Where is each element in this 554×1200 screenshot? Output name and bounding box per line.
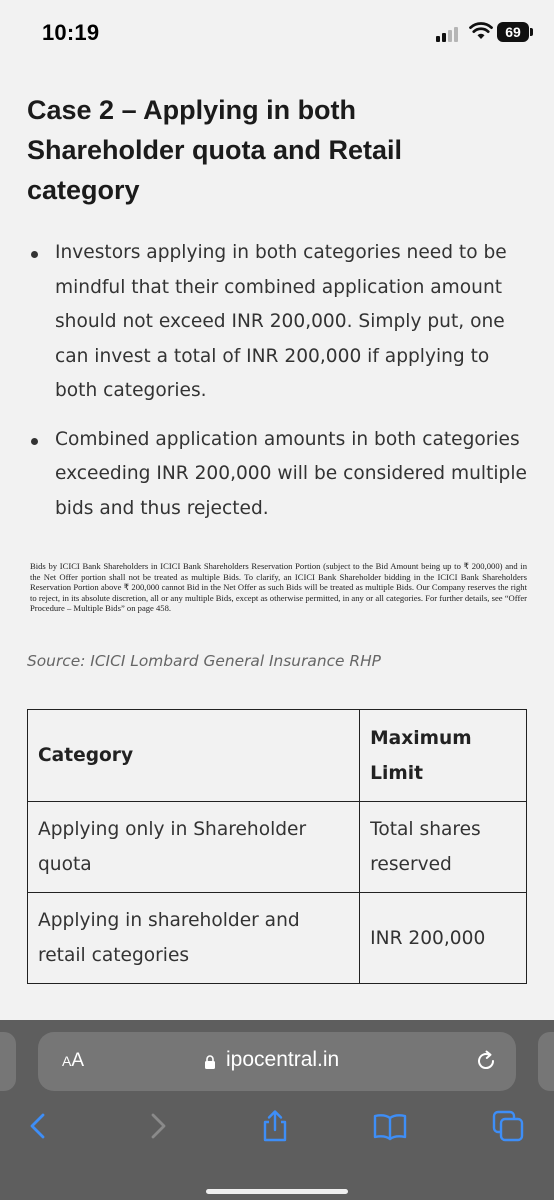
list-item [27,236,527,409]
aa-small-label: A [62,1053,72,1069]
bullet-dot [31,438,38,445]
limits-table [27,709,527,984]
table-row [28,802,527,893]
rhp-excerpt-image: Bids by ICICI Bank Shareholders in ICICI Bank Shareholders Reservation Portion (subject to the Bid Amount being up to ₹ 200,000) and in the Net Offer portion shall not be treated as multiple Bids. To clarify, an ICICI Bank Shareholder bidding in the ICICI Bank Shareholders Reservation Portion above ₹ 200,000 cannot Bid in the Net Offer as such Bids will be treated as multiple Bids. Our Company reserves the right to reject, in its absolute discretion, all or any multiple Bids, except as otherwise permitted, in any or all categories. For further details, see “Offer Procedure – Multiple Bids” on page 458. [30,561,527,614]
bullet-list [27,236,527,540]
table-row [28,893,527,984]
table-header-row [28,710,527,802]
lock-icon [204,1055,216,1069]
bullet-dot [31,251,38,258]
list-item [27,423,527,527]
bullet-text: Investors applying in both categories need to be mindful that their combined application amount should not exceed INR 200,000. Simply put, one can invest a total of INR 200,000 if applying to both categories. [55,242,507,401]
table-header-limit: Maximum Limit [360,710,527,802]
tabs-icon[interactable] [490,1108,526,1144]
page-settings-button[interactable] [62,1050,84,1072]
status-time: 10:19 [42,20,100,45]
aa-big-label: A [71,1050,85,1071]
table-cell: INR 200,000 [360,893,527,984]
url-domain[interactable]: ipocentral.in [226,1048,340,1071]
table-cell: Total shares reserved [360,802,527,893]
cellular-signal-icon [436,26,462,42]
home-indicator[interactable] [206,1189,348,1194]
back-arrow-icon[interactable] [20,1108,56,1144]
section-heading: Case 2 – Applying in both Shareholder quota and Retail category [27,95,403,205]
bullet-text: Combined application amounts in both categories exceeding INR 200,000 will be considered multiple bids and thus rejected. [55,428,527,519]
status-bar [0,0,554,66]
wifi-icon [469,21,493,41]
forward-arrow-icon[interactable] [140,1108,176,1144]
table-cell: Applying in shareholder and retail categories [28,893,360,984]
bookmarks-icon[interactable] [372,1108,408,1144]
table-header-category: Category [28,710,360,802]
source-caption: Source: ICICI Lombard General Insurance RHP [27,652,381,670]
browser-toolbar [0,1020,554,1200]
share-icon[interactable] [257,1108,293,1144]
previous-tab-peek[interactable] [0,1032,16,1091]
battery-icon: 69 [497,22,529,42]
next-tab-peek[interactable] [538,1032,554,1091]
table-cell: Applying only in Shareholder quota [28,802,360,893]
battery-cap [530,28,533,36]
reload-icon[interactable] [474,1049,498,1073]
